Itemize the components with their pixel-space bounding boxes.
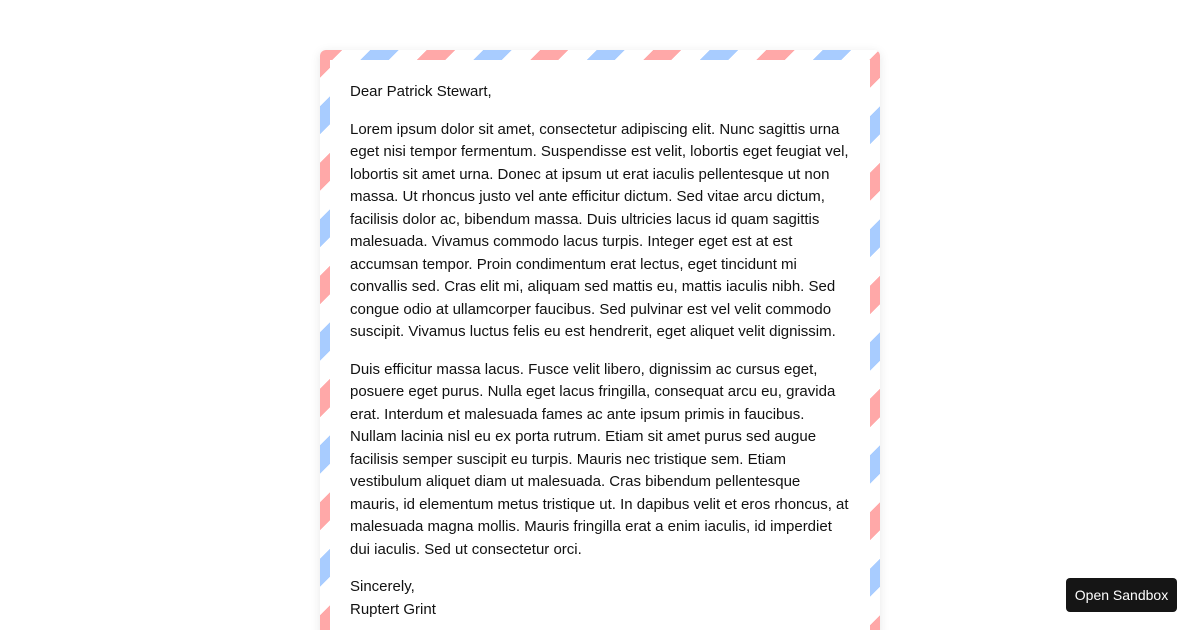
letter-card <box>330 60 870 630</box>
letter-paragraph: Lorem ipsum dolor sit amet, consectetur adipiscing elit. Nunc sagittis urna eget nisi tempor fermentum. Suspendisse est velit, lobortis eget feugiat vel, lobortis sit amet urna. Donec at ipsum ut erat iaculis pellentesque ut non massa. Ut rhoncus justo vel ante efficitur dictum. Sed vitae arcu dictum, facilisis dolor ac, bibendum massa. Duis ultricies lacus id quam sagittis malesuada. Vivamus commodo lacus turpis. Integer eget est at est accumsan tempor. Proin condimentum erat lectus, eget tincidunt mi convallis sed. Cras elit mi, aliquam sed mattis eu, mattis iaculis nibh. Sed congue odio at ullamcorper faucibus. Sed pulvinar est vel velit commodo suscipit. Vivamus luctus felis eu est hendrerit, eget aliquet velit dignissim. <box>350 120 849 340</box>
airmail-envelope-border <box>320 50 880 630</box>
letter-closing <box>350 576 850 621</box>
closing-phrase: Sincerely, <box>350 578 415 595</box>
open-sandbox-button[interactable]: Open Sandbox <box>1066 578 1177 612</box>
signature: Ruptert Grint <box>350 600 436 618</box>
letter-paragraph: Duis efficitur massa lacus. Fusce velit libero, dignissim ac cursus eget, posuere eget purus. Nulla eget lacus fringilla, consequat arcu eu, gravida erat. Interdum et malesuada fames ac ante ipsum primis in faucibus. Nullam lacinia nisl eu ex porta rutrum. Etiam sit amet purus sed augue facilisis semper suscipit eu turpis. Mauris nec tristique sem. Etiam vestibulum aliquet diam ut malesuada. Cras bibendum pellentesque mauris, id elementum metus tristique ut. In dapibus velit et eros rhoncus, at malesuada magna mollis. Mauris fringilla erat a enim iaculis, id imperdiet dui iaculis. Sed ut consectetur orci. <box>350 360 849 558</box>
letter-greeting: Dear Patrick Stewart, <box>350 83 492 100</box>
